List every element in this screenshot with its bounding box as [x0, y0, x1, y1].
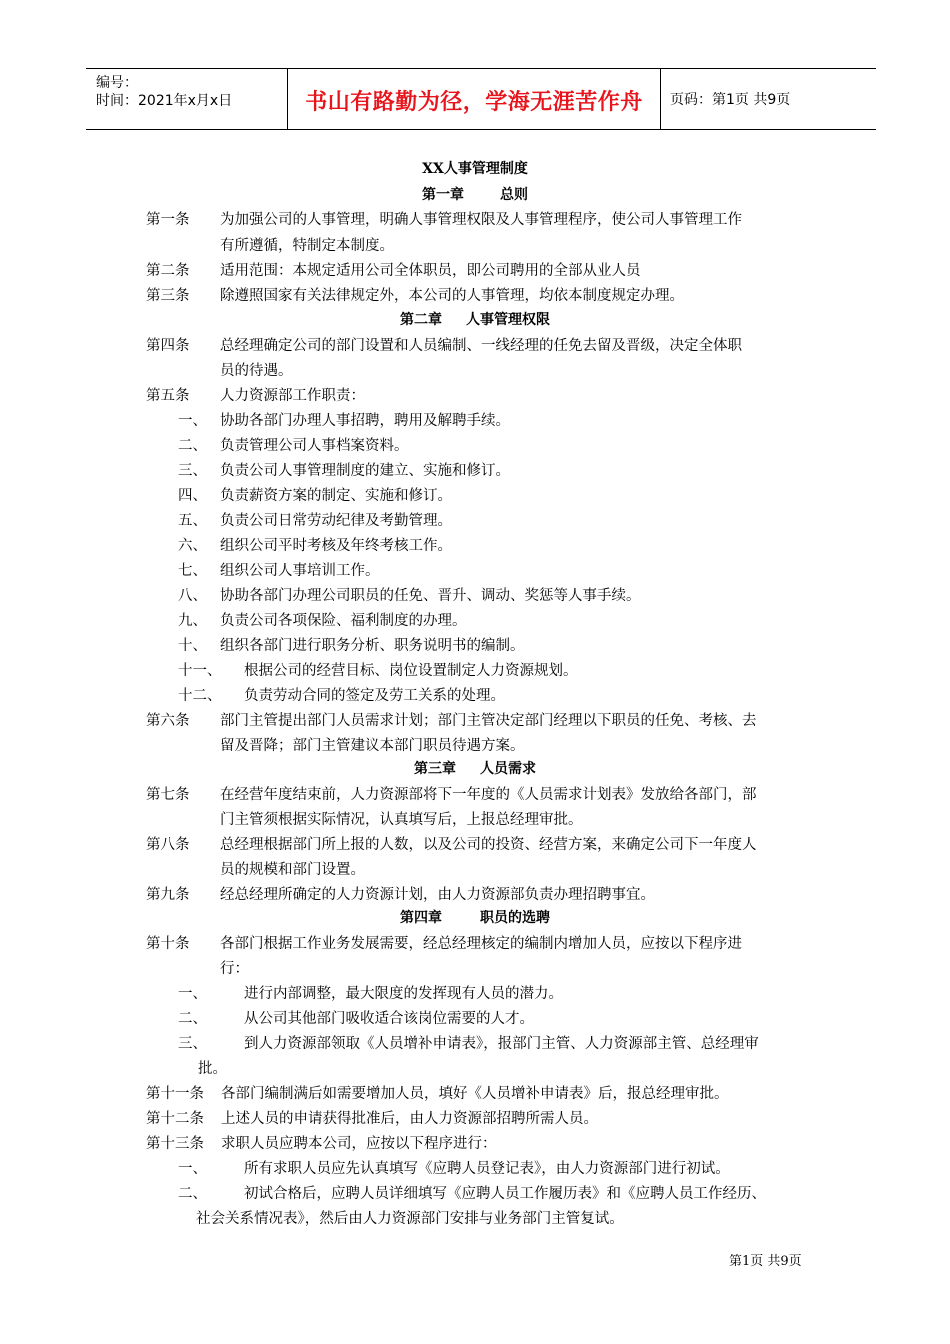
list-item-number: 四、 — [178, 488, 207, 504]
list-item-number: 五、 — [178, 513, 207, 529]
list-item-number: 一、 — [178, 413, 207, 429]
article-label: 第二条 — [146, 263, 190, 279]
list-item-number: 二、 — [178, 438, 207, 454]
chapter-heading — [0, 758, 950, 778]
article-label: 第十三条 — [146, 1136, 204, 1152]
list-item-text: 负责公司人事管理制度的建立、实施和修订。 — [220, 463, 510, 479]
article-text: 行： — [220, 961, 249, 977]
article-label: 第八条 — [146, 837, 190, 853]
list-item-number: 十、 — [178, 638, 207, 654]
list-item-text: 初试合格后，应聘人员详细填写《应聘人员工作履历表》和《应聘人员工作经历、 — [244, 1186, 766, 1202]
chapter-number: 第三章 — [414, 761, 456, 777]
list-item-number: 三、 — [178, 463, 207, 479]
article-text: 总经理确定公司的部门设置和人员编制、一线经理的任免去留及晋级，决定全体职 — [220, 338, 742, 354]
number-label: 编号： — [96, 75, 138, 91]
article-text: 人力资源部工作职责： — [220, 388, 365, 404]
page-header — [86, 68, 876, 130]
article-label: 第三条 — [146, 288, 190, 304]
chapter-heading — [0, 907, 950, 927]
chapter-heading — [0, 309, 950, 329]
list-item-text: 组织公司人事培训工作。 — [220, 563, 380, 579]
list-item-number: 六、 — [178, 538, 207, 554]
list-item-number: 一、 — [178, 1161, 207, 1177]
header-middle-cell — [288, 69, 661, 129]
article-label: 第一条 — [146, 212, 190, 228]
article-text: 员的规模和部门设置。 — [220, 862, 365, 878]
article-text: 部门主管提出部门人员需求计划；部门主管决定部门经理以下职员的任免、考核、去 — [220, 713, 757, 729]
article-text: 在经营年度结束前，人力资源部将下一年度的《人员需求计划表》发放给各部门，部 — [220, 787, 757, 803]
article-label: 第七条 — [146, 787, 190, 803]
list-item-text: 负责公司各项保险、福利制度的办理。 — [220, 613, 467, 629]
list-item-text: 组织公司平时考核及年终考核工作。 — [220, 538, 452, 554]
list-item-number: 九、 — [178, 613, 207, 629]
article-label: 第四条 — [146, 338, 190, 354]
article-label: 第九条 — [146, 887, 190, 903]
list-item-text: 负责公司日常劳动纪律及考勤管理。 — [220, 513, 452, 529]
list-item-text: 从公司其他部门吸收适合该岗位需要的人才。 — [244, 1011, 534, 1027]
chapter-number: 第二章 — [400, 312, 442, 328]
article-label: 第十条 — [146, 936, 190, 952]
article-text: 员的待遇。 — [220, 363, 293, 379]
list-item-text: 所有求职人员应先认真填写《应聘人员登记表》，由人力资源部门进行初试。 — [244, 1161, 730, 1177]
list-item-text: 根据公司的经营目标、岗位设置制定人力资源规划。 — [244, 663, 578, 679]
header-left-cell — [86, 69, 288, 129]
article-text: 总经理根据部门所上报的人数，以及公司的投资、经营方案，来确定公司下一年度人 — [220, 837, 757, 853]
chapter-name: 人事管理权限 — [466, 312, 550, 328]
chapter-number: 第一章 — [422, 187, 464, 203]
list-item-text: 协助各部门办理公司职员的任免、晋升、调动、奖惩等人事手续。 — [220, 588, 641, 604]
chapter-name: 总则 — [500, 187, 528, 203]
list-item-number: 三、 — [178, 1036, 207, 1052]
header-page-label: 页码：第1页 共9页 — [670, 92, 791, 108]
list-item-number: 十二、 — [178, 688, 222, 704]
list-item-text: 进行内部调整，最大限度的发挥现有人员的潜力。 — [244, 986, 563, 1002]
list-item-text: 协助各部门办理人事招聘，聘用及解聘手续。 — [220, 413, 510, 429]
article-label: 第五条 — [146, 388, 190, 404]
list-item-text: 批。 — [198, 1061, 227, 1077]
article-text: 除遵照国家有关法律规定外，本公司的人事管理，均依本制度规定办理。 — [220, 288, 684, 304]
chapter-heading — [0, 184, 950, 204]
article-text: 门主管须根据实际情况，认真填写后，上报总经理审批。 — [220, 812, 583, 828]
list-item-number: 一、 — [178, 986, 207, 1002]
page-footer: 第1页 共9页 — [729, 1254, 802, 1269]
article-text: 各部门根据工作业务发展需要，经总经理核定的编制内增加人员，应按以下程序进 — [220, 936, 742, 952]
article-text: 适用范围：本规定适用公司全体职员，即公司聘用的全部从业人员 — [220, 263, 641, 279]
list-item-text: 到人力资源部领取《人员增补申请表》，报部门主管、人力资源部主管、总经理审 — [244, 1036, 759, 1052]
motto: 书山有路勤为径，学海无涯苦作舟 — [305, 90, 643, 115]
chapter-name: 职员的选聘 — [480, 910, 550, 926]
list-item-text: 组织各部门进行职务分析、职务说明书的编制。 — [220, 638, 525, 654]
header-right-cell — [661, 69, 876, 129]
list-item-number: 二、 — [178, 1011, 207, 1027]
list-item-text: 负责劳动合同的签定及劳工关系的处理。 — [244, 688, 505, 704]
article-text: 有所遵循，特制定本制度。 — [220, 238, 394, 254]
article-text: 经总经理所确定的人力资源计划，由人力资源部负责办理招聘事宜。 — [220, 887, 655, 903]
list-item-text: 负责管理公司人事档案资料。 — [220, 438, 409, 454]
list-item-text: 社会关系情况表》，然后由人力资源部门安排与业务部门主管复试。 — [196, 1211, 624, 1227]
article-label: 第十二条 — [146, 1111, 204, 1127]
list-item-number: 七、 — [178, 563, 207, 579]
list-item-text: 负责薪资方案的制定、实施和修订。 — [220, 488, 452, 504]
article-text: 为加强公司的人事管理，明确人事管理权限及人事管理程序，使公司人事管理工作 — [220, 212, 742, 228]
chapter-number: 第四章 — [400, 910, 442, 926]
article-text: 求职人员应聘本公司，应按以下程序进行： — [221, 1136, 497, 1152]
chapter-name: 人员需求 — [480, 761, 536, 777]
article-text: 各部门编制满后如需要增加人员，填好《人员增补申请表》后，报总经理审批。 — [221, 1086, 729, 1102]
document-title: XX人事管理制度 — [422, 161, 528, 177]
article-label: 第六条 — [146, 713, 190, 729]
list-item-number: 八、 — [178, 588, 207, 604]
article-text: 上述人员的申请获得批准后，由人力资源部招聘所需人员。 — [221, 1111, 598, 1127]
list-item-number: 十一、 — [178, 663, 222, 679]
article-text: 留及晋降；部门主管建议本部门职员待遇方案。 — [220, 738, 525, 754]
list-item-number: 二、 — [178, 1186, 207, 1202]
date-label: 时间：2021年x月x日 — [96, 93, 233, 109]
article-label: 第十一条 — [146, 1086, 204, 1102]
